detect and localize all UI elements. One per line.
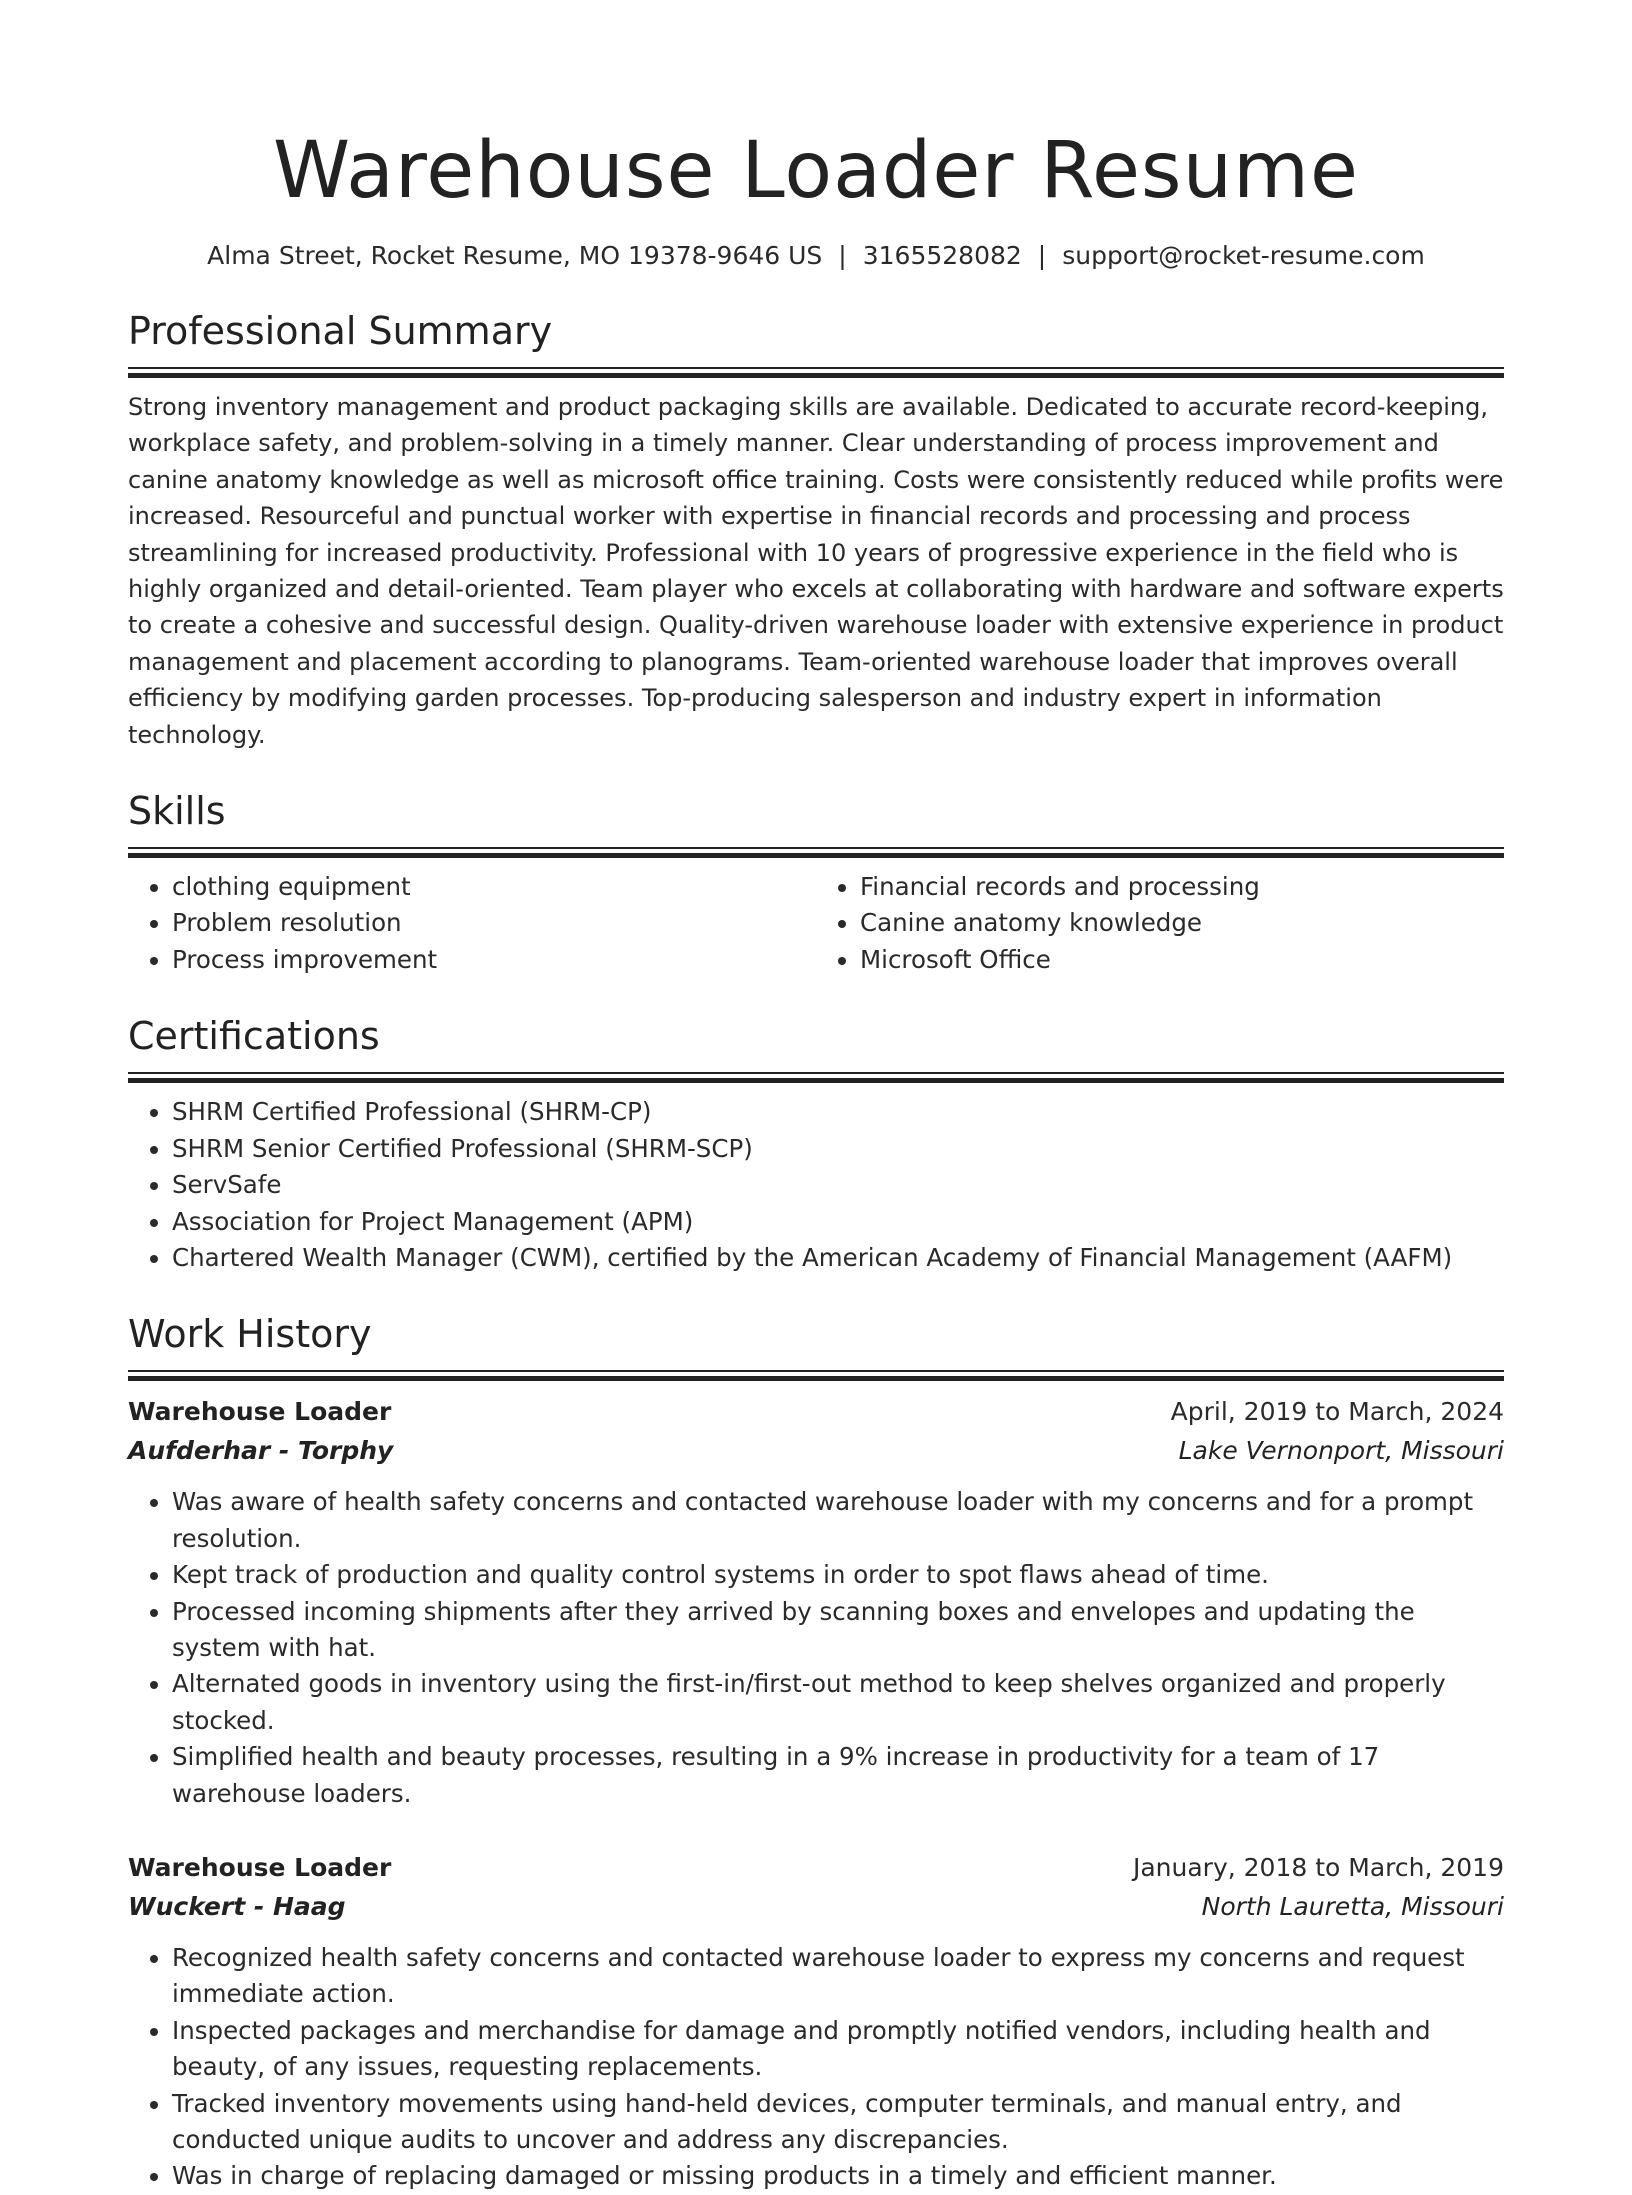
- job-bullet: • Recognized health safety concerns and contacted warehouse loader to express my concerns and request immediate action.: [172, 1940, 1504, 2013]
- contact-address: Alma Street, Rocket Resume, MO 19378-9646 US: [207, 241, 823, 270]
- skill-item: • Financial records and processing: [860, 869, 1504, 905]
- job-entry: [128, 1392, 1504, 1812]
- section-divider: [128, 847, 1504, 869]
- skill-item: • Microsoft Office: [860, 942, 1504, 978]
- work-history-section: [128, 1308, 1504, 2195]
- job-bullet: • Tracked inventory movements using hand-held devices, computer terminals, and manual entry, and conducted unique audits to uncover and address any discrepancies.: [172, 2086, 1504, 2159]
- job-bullet: • Processed incoming shipments after they arrived by scanning boxes and envelopes and updating the system with hat.: [172, 1594, 1504, 1667]
- job-entry: [128, 1848, 1504, 2195]
- section-divider: [128, 1370, 1504, 1392]
- summary-text: Strong inventory management and product packaging skills are available. Dedicated to accurate record-keeping, workplace safety, and problem-solving in a timely manner. Clear understanding of process improvement and canine anatomy knowledge as well as microsoft office training. Costs were consistently reduced while profits were increased. Resourceful and punctual worker with expertise in financial records and processing and process streamlining for increased productivity. Professional with 10 years of progressive experience in the field who is highly organized and detail-oriented. Team player who excels at collaborating with hardware and software experts to create a cohesive and successful design. Quality-driven warehouse loader with extensive experience in product management and placement according to planograms. Team-oriented warehouse loader that improves overall efficiency by modifying garden processes. Top-producing salesperson and industry expert in information technology.: [128, 393, 1504, 749]
- section-heading: Certifications: [128, 1014, 380, 1059]
- certifications-list: [128, 1094, 1504, 1276]
- contact-separator: |: [1037, 241, 1047, 270]
- certification-item: • Chartered Wealth Manager (CWM), certified by the American Academy of Financial Management (AAFM): [172, 1240, 1504, 1276]
- job-bullets: [128, 1940, 1504, 2195]
- job-location: Lake Vernonport, Missouri: [1178, 1436, 1504, 1466]
- resume-title: Warehouse Loader Resume: [273, 126, 1359, 216]
- job-company: Wuckert - Haag: [128, 1891, 346, 1921]
- skills-columns: [128, 869, 1504, 978]
- certification-item: • SHRM Certified Professional (SHRM-CP): [172, 1094, 1504, 1130]
- skill-item: • clothing equipment: [172, 869, 816, 905]
- skills-section: [128, 785, 1504, 978]
- job-bullet: • Was aware of health safety concerns and contacted warehouse loader with my concerns and for a prompt resolution.: [172, 1484, 1504, 1557]
- job-location: North Lauretta, Missouri: [1201, 1891, 1504, 1921]
- job-bullet: • Alternated goods in inventory using the first-in/first-out method to keep shelves organized and properly stocked.: [172, 1666, 1504, 1739]
- job-company: Aufderhar - Torphy: [128, 1436, 394, 1466]
- job-title: Warehouse Loader: [128, 1397, 392, 1427]
- job-title: Warehouse Loader: [128, 1852, 392, 1882]
- contact-email: support@rocket-resume.com: [1062, 241, 1425, 270]
- job-dates: January, 2018 to March, 2019: [1132, 1852, 1504, 1882]
- skill-item: • Canine anatomy knowledge: [860, 905, 1504, 941]
- job-bullet: • Was in charge of replacing damaged or missing products in a timely and efficient manner.: [172, 2158, 1504, 2194]
- certification-item: • SHRM Senior Certified Professional (SHRM-SCP): [172, 1131, 1504, 1167]
- skills-list-left: [128, 869, 816, 978]
- section-divider: [128, 1072, 1504, 1094]
- certification-item: • Association for Project Management (APM): [172, 1204, 1504, 1240]
- certification-item: • ServSafe: [172, 1167, 1504, 1203]
- section-heading: Work History: [128, 1312, 372, 1357]
- skill-item: • Process improvement: [172, 942, 816, 978]
- job-bullet: • Kept track of production and quality control systems in order to spot flaws ahead of time.: [172, 1557, 1504, 1593]
- contact-separator: |: [838, 241, 847, 270]
- job-bullet: • Inspected packages and merchandise for damage and promptly notified vendors, including health and beauty, of any issues, requesting replacements.: [172, 2013, 1504, 2086]
- skills-list-right: [816, 869, 1504, 978]
- job-dates: April, 2019 to March, 2024: [1170, 1397, 1504, 1427]
- resume-page: [128, 0, 1504, 2195]
- professional-summary-section: [128, 305, 1504, 753]
- job-bullets: [128, 1484, 1504, 1812]
- job-bullet: • Simplified health and beauty processes, resulting in a 9% increase in productivity for a team of 17 warehouse loaders.: [172, 1739, 1504, 1812]
- section-divider: [128, 367, 1504, 389]
- section-heading: Professional Summary: [128, 309, 553, 353]
- section-heading: Skills: [128, 789, 226, 834]
- certifications-section: [128, 1010, 1504, 1276]
- skill-item: • Problem resolution: [172, 905, 816, 941]
- contact-line: [128, 239, 1504, 273]
- contact-phone: 3165528082: [862, 241, 1022, 270]
